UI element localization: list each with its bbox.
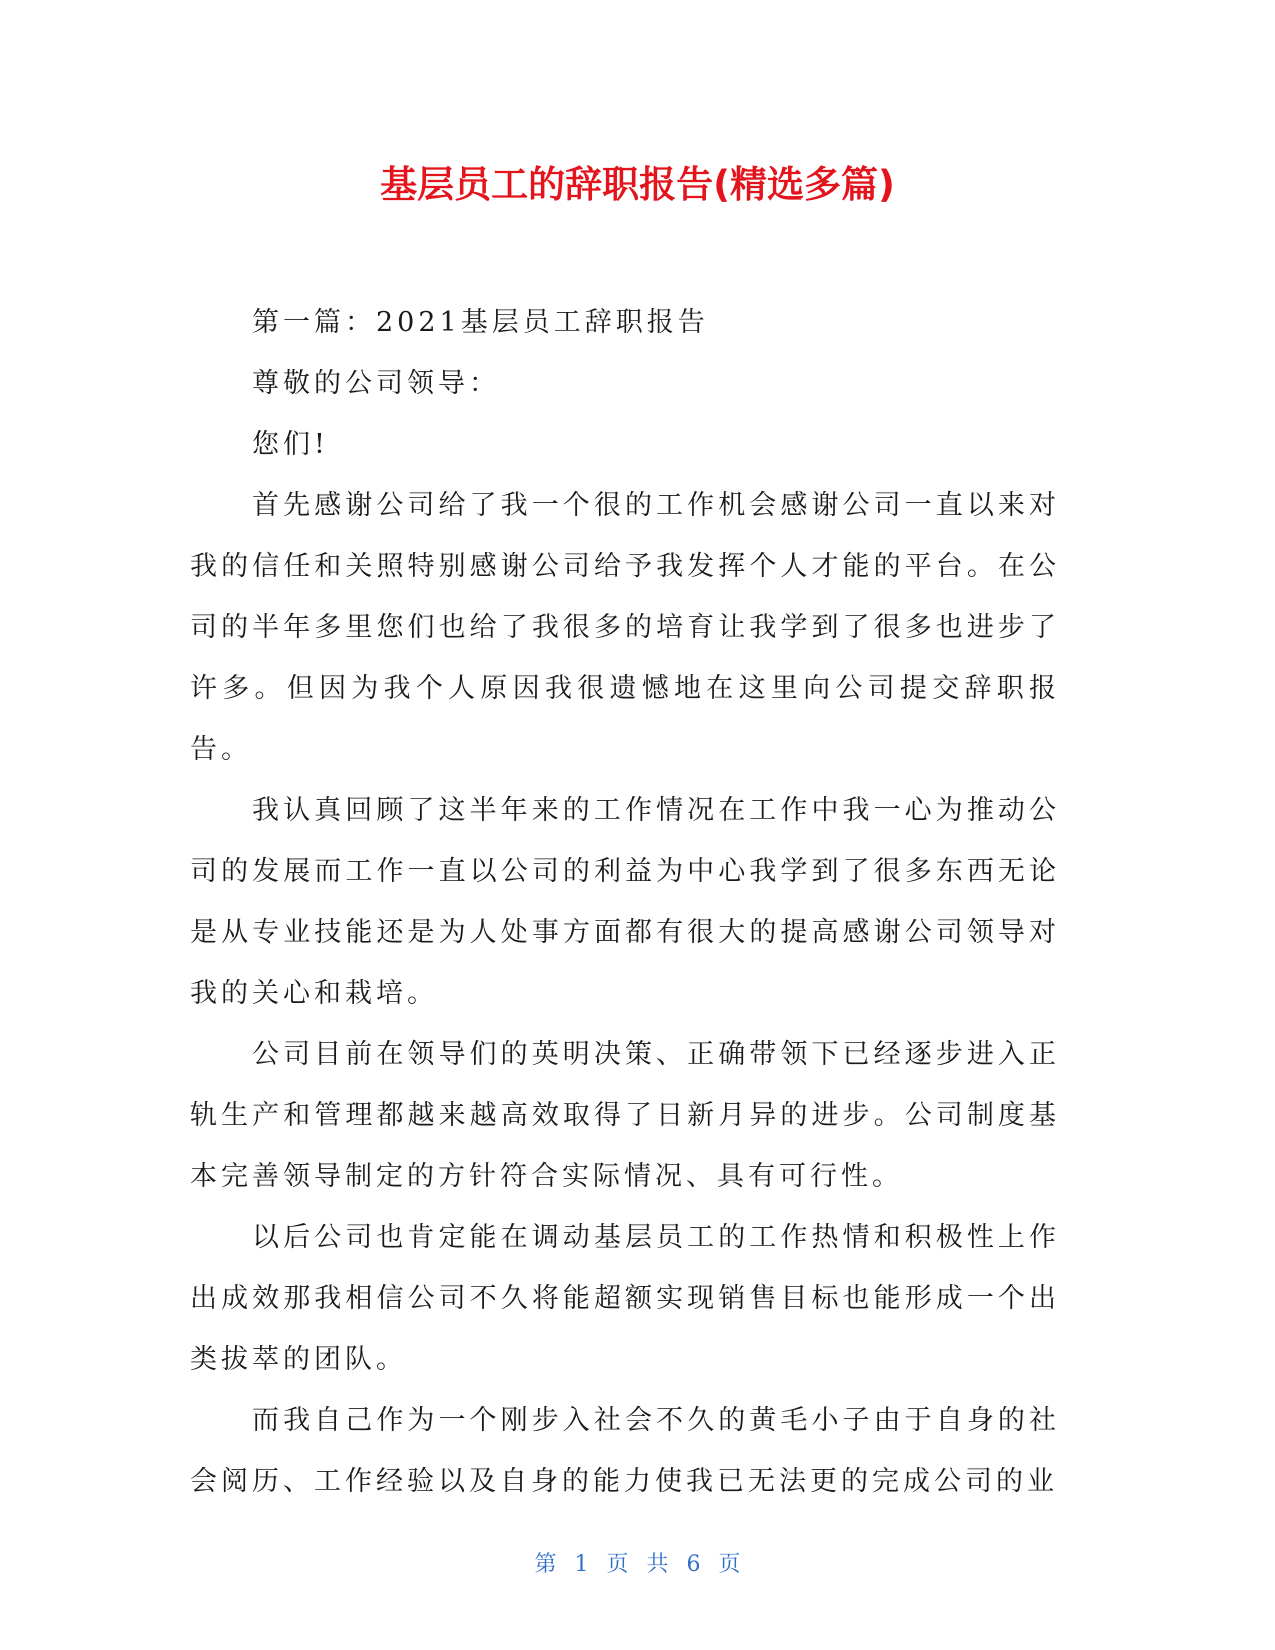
footer-current-page: 1	[574, 1552, 589, 1577]
document-title: 基层员工的辞职报告(精选多篇)	[380, 163, 895, 206]
paragraph: 而我自己作为一个刚步入社会不久的黄毛小子由于自身的社会阅历、工作经验以及自身的能力使我已无法更的完成公司的业	[190, 1405, 1060, 1497]
paragraph: 公司目前在领导们的英明决策、正确带领下已经逐步进入正轨生产和管理都越来越高效取得了日新月异的进步。公司制度基本完善领导制定的方针符合实际情况、具有可行性。	[190, 1039, 1060, 1192]
footer-total-pages: 6	[686, 1552, 701, 1577]
footer-label: 页	[606, 1552, 629, 1577]
paragraph: 我认真回顾了这半年来的工作情况在工作中我一心为推动公司的发展而工作一直以公司的利益为中心我学到了很多东西无论是从专业技能还是为人处事方面都有很大的提高感谢公司领导对我的关心和栽培。	[190, 795, 1060, 1009]
paragraph: 以后公司也肯定能在调动基层员工的工作热情和积极性上作出成效那我相信公司不久将能超额实现销售目标也能形成一个出类拔萃的团队。	[190, 1222, 1060, 1375]
footer-label: 第	[534, 1552, 557, 1577]
footer-label: 共	[646, 1552, 669, 1577]
paragraph-heading: 第一篇：2021基层员工辞职报告	[252, 307, 709, 338]
document-body	[190, 292, 1060, 1512]
page-number-footer	[0, 1550, 1275, 1580]
footer-label: 页	[718, 1552, 741, 1577]
paragraph-greeting: 您们!	[252, 429, 329, 460]
paragraph: 首先感谢公司给了我一个很的工作机会感谢公司一直以来对我的信任和关照特别感谢公司给予我发挥个人才能的平台。在公司的半年多里您们也给了我很多的培育让我学到了很多也进步了许多。但因为我个人原因我很遗憾地在这里向公司提交辞职报告。	[190, 490, 1060, 765]
paragraph-salutation: 尊敬的公司领导：	[252, 368, 500, 399]
